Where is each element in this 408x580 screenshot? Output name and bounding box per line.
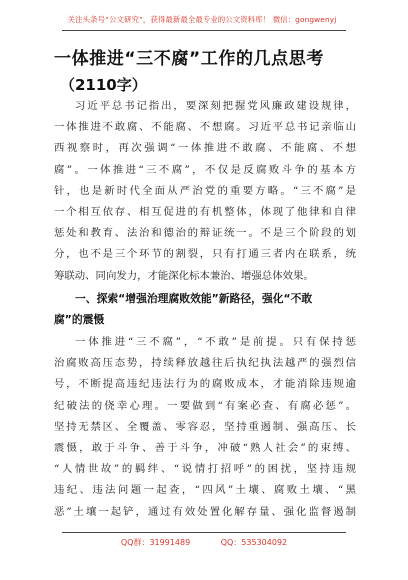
paragraph-2 [54, 332, 356, 523]
paragraph-1 [54, 96, 356, 287]
section-1-heading [54, 288, 356, 330]
paragraph-line: 腐”。一体推进“三不腐”，不仅是反腐败斗争的基本方 [54, 163, 356, 176]
paragraph-line: 号，不断提高违纪违法行为的腐败成本，才能消除违规逾 [54, 378, 356, 391]
paragraph-line: 坚持无禁区、全覆盖、零容忍，坚持重遏制、强高压、长 [54, 420, 356, 433]
footer-qq: QQ：535304092 [220, 538, 288, 547]
paragraph-line: 筹联动、同向发力，才能深化标本兼治、增强总体效果。 [54, 269, 314, 282]
footer [0, 537, 408, 548]
footer-qq-group: QQ群：31991489 [120, 538, 191, 547]
header-rule [62, 30, 346, 31]
paragraph-line: 分，也不是三个环节的割裂，只有打通三者内在联系，统 [54, 248, 356, 261]
document-word-count: （2110字） [60, 76, 147, 94]
paragraph-line: 一体推进“三不腐”，“不敢”是前提。只有保持惩 [75, 336, 356, 348]
paragraph-line: 惩处和教育、法治和德治的辩证统一。不是三个阶段的划 [54, 227, 356, 240]
heading-line: 一、探索“增强治理腐败效能”新路径，强化“不敢 [75, 292, 313, 305]
paragraph-line: 纪破法的侥幸心理。一要做到“有案必查、有腐必惩”。 [54, 399, 356, 412]
paragraph-line: 一个相互依存、相互促进的有机整体，体现了他律和自律 [54, 205, 356, 218]
header-banner: 关注头条号“公文研究”，获得最新最全最专业的公文资料库！ 微信：gongwenyj [67, 15, 337, 24]
paragraph-line: 习近平总书记指出，要深刻把握党风廉政建设规律， [75, 100, 356, 112]
paragraph-line: 治腐败高压态势，持续释放越往后执纪执法越严的强烈信 [54, 357, 356, 370]
paragraph-line: 针，也是新时代全面从严治党的重要方略。“三不腐”是 [54, 184, 356, 197]
document-title: 一体推进“三不腐”工作的几点思考 [54, 49, 324, 69]
paragraph-line: 西视察时，再次强调“一体推进不敢腐、不能腐、不想 [54, 142, 356, 155]
paragraph-line: 违纪、违法问题一起查，“四风”土壤、腐败土壤、“黑 [54, 484, 356, 497]
heading-line: 腐”的震慑 [54, 313, 105, 326]
paragraph-line: “人情世故”的羁绊、“说情打招呼”的困扰，坚持违规 [54, 463, 356, 476]
footer-rule [62, 532, 346, 533]
paragraph-line: 恶”土壤一起铲，通过有效处置化解存量、强化监督遏制 [54, 505, 356, 518]
paragraph-line: 震慑，敢于斗争、善于斗争，冲破“熟人社会”的束缚、 [54, 441, 356, 454]
paragraph-line: 一体推进不敢腐、不能腐、不想腐。习近平总书记亲临山 [54, 121, 356, 134]
